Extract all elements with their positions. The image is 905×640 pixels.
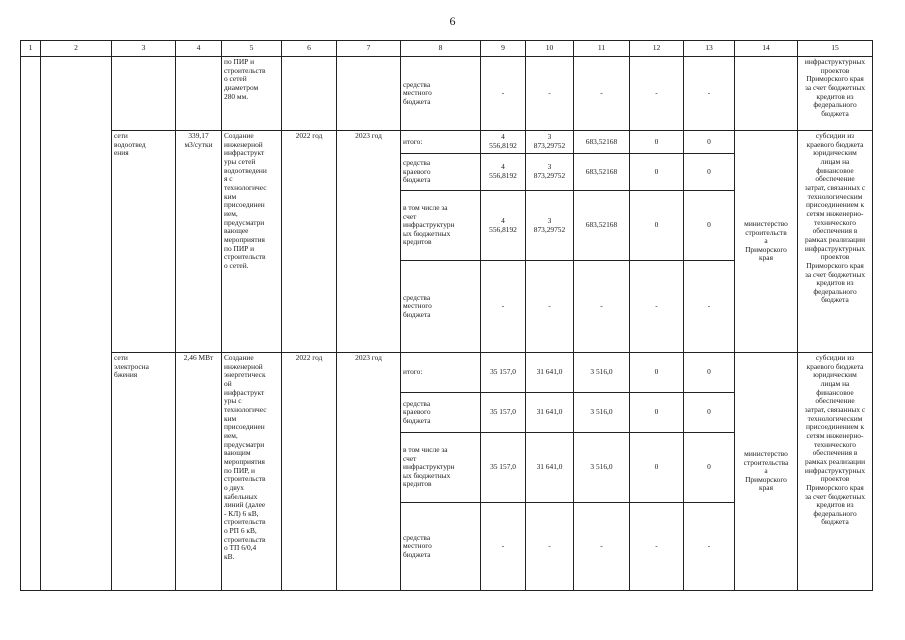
value-col-12: 0: [630, 191, 684, 261]
value-col-13: -: [684, 57, 735, 131]
header-col-11: 11: [574, 41, 630, 57]
funding-label: средства краевого бюджета: [401, 393, 481, 433]
value-col-13: 0: [684, 154, 735, 191]
header-col-7: 7: [337, 41, 401, 57]
sewer-ministry: министерство строительств а Приморского края: [735, 131, 798, 353]
value-col-9: 35 157,0: [481, 433, 526, 503]
power-object-name: сети электросна бжения: [112, 353, 176, 591]
value-col-11: 3 516,0: [574, 433, 630, 503]
sewer-description: Создание инженерной инфраструкт уры сетей водоотведени я с технологичес ким присоединен ием, предусматри вающее мероприятия по ПИР и строительств о сетей.: [222, 131, 282, 353]
value-col-11: 3 516,0: [574, 353, 630, 393]
value-col-9: 4 556,8192: [481, 131, 526, 154]
funding-label: итого:: [401, 131, 481, 154]
value-col-13: 0: [684, 393, 735, 433]
power-ministry: министерство строительства а Приморского края: [735, 353, 798, 591]
header-col-13: 13: [684, 41, 735, 57]
continuation-object: [112, 57, 176, 131]
value-col-13: 0: [684, 131, 735, 154]
continuation-col-15: инфраструктурных проектов Приморского края за счет бюджетных кредитов из федерального бюджета: [798, 57, 873, 131]
header-col-14: 14: [735, 41, 798, 57]
funding-label: средства местного бюджета: [401, 261, 481, 353]
power-description: Создание инженерной энергетическ ой инфраструкт уры с технологичес ким присоединен ием, предусматри вающим мероприятия по ПИР, и строительств о двух кабельных линий (далее - КЛ) 6 кВ, строительств о РП 6 кВ, строительств о ТП 6/0,4 кВ.: [222, 353, 282, 591]
sewer-row-total: [21, 131, 873, 154]
value-col-12: 0: [630, 433, 684, 503]
power-col-15: субсидии из краевого бюджета юридическим лицам на финансовое обеспечение затрат, связанных с технологическим присоединением к сетям инженерно- технического обеспечения в рамках реализации инфраструктурных проектов Приморского края за счет бюджетных кредитов из федерального бюджета: [798, 353, 873, 591]
header-col-15: 15: [798, 41, 873, 57]
header-col-3: 3: [112, 41, 176, 57]
sewer-start-year: 2022 год: [282, 131, 337, 353]
funding-label: в том числе за счет инфраструктурн ых бюджетных кредитов: [401, 191, 481, 261]
funding-label: средства краевого бюджета: [401, 154, 481, 191]
continuation-ministry: [735, 57, 798, 131]
value-col-11: 683,52168: [574, 131, 630, 154]
continuation-description: по ПИР и строительств о сетей диаметром 280 мм.: [222, 57, 282, 131]
value-col-9: 35 157,0: [481, 353, 526, 393]
sewer-end-year: 2023 год: [337, 131, 401, 353]
value-col-13: -: [684, 261, 735, 353]
sewer-capacity: 339,17 м3/сутки: [176, 131, 222, 353]
sewer-col-15: субсидии из краевого бюджета юридическим лицам на финансовое обеспечение затрат, связанных с технологическим присоединением к сетям инженерно- технического обеспечения в рамках реализации инфраструктурных проектов Приморского края за счет бюджетных кредитов из федерального бюджета: [798, 131, 873, 353]
value-col-10: -: [526, 503, 574, 591]
power-capacity: 2,46 МВт: [176, 353, 222, 591]
header-col-5: 5: [222, 41, 282, 57]
col-2-cell: [41, 57, 112, 591]
value-col-12: -: [630, 57, 684, 131]
power-row-total: [21, 353, 873, 393]
value-col-10: -: [526, 57, 574, 131]
funding-label: средства местного бюджета: [401, 57, 481, 131]
value-col-13: -: [684, 503, 735, 591]
continuation-end: [337, 57, 401, 131]
sewer-object-name: сети водоотвед ения: [112, 131, 176, 353]
continuation-start: [282, 57, 337, 131]
header-col-4: 4: [176, 41, 222, 57]
power-start-year: 2022 год: [282, 353, 337, 591]
value-col-12: -: [630, 503, 684, 591]
value-col-12: 0: [630, 154, 684, 191]
value-col-10: 31 641,0: [526, 393, 574, 433]
value-col-11: 683,52168: [574, 191, 630, 261]
value-col-11: -: [574, 503, 630, 591]
header-col-1: 1: [21, 41, 41, 57]
value-col-12: -: [630, 261, 684, 353]
value-col-10: 31 641,0: [526, 433, 574, 503]
value-col-11: -: [574, 261, 630, 353]
header-col-2: 2: [41, 41, 112, 57]
value-col-10: -: [526, 261, 574, 353]
header-col-8: 8: [401, 41, 481, 57]
value-col-13: 0: [684, 433, 735, 503]
value-col-10: 3 873,29752: [526, 191, 574, 261]
value-col-9: -: [481, 503, 526, 591]
col-1-cell: [21, 57, 41, 591]
value-col-9: 4 556,8192: [481, 191, 526, 261]
header-row: [21, 41, 873, 57]
header-col-12: 12: [630, 41, 684, 57]
value-col-10: 3 873,29752: [526, 154, 574, 191]
value-col-11: 683,52168: [574, 154, 630, 191]
value-col-9: -: [481, 57, 526, 131]
budget-table: [20, 40, 873, 591]
funding-label: итого:: [401, 353, 481, 393]
value-col-11: -: [574, 57, 630, 131]
value-col-12: 0: [630, 353, 684, 393]
value-col-10: 31 641,0: [526, 353, 574, 393]
funding-label: в том числе за счет инфраструктурн ых бюджетных кредитов: [401, 433, 481, 503]
continuation-capacity: [176, 57, 222, 131]
value-col-13: 0: [684, 191, 735, 261]
value-col-13: 0: [684, 353, 735, 393]
page-number: 6: [449, 14, 456, 28]
header-col-10: 10: [526, 41, 574, 57]
value-col-10: 3 873,29752: [526, 131, 574, 154]
continuation-row: [21, 57, 873, 131]
value-col-12: 0: [630, 131, 684, 154]
value-col-9: 4 556,8192: [481, 154, 526, 191]
value-col-9: -: [481, 261, 526, 353]
funding-label: средства местного бюджета: [401, 503, 481, 591]
power-end-year: 2023 год: [337, 353, 401, 591]
value-col-9: 35 157,0: [481, 393, 526, 433]
header-col-6: 6: [282, 41, 337, 57]
header-col-9: 9: [481, 41, 526, 57]
value-col-12: 0: [630, 393, 684, 433]
value-col-11: 3 516,0: [574, 393, 630, 433]
